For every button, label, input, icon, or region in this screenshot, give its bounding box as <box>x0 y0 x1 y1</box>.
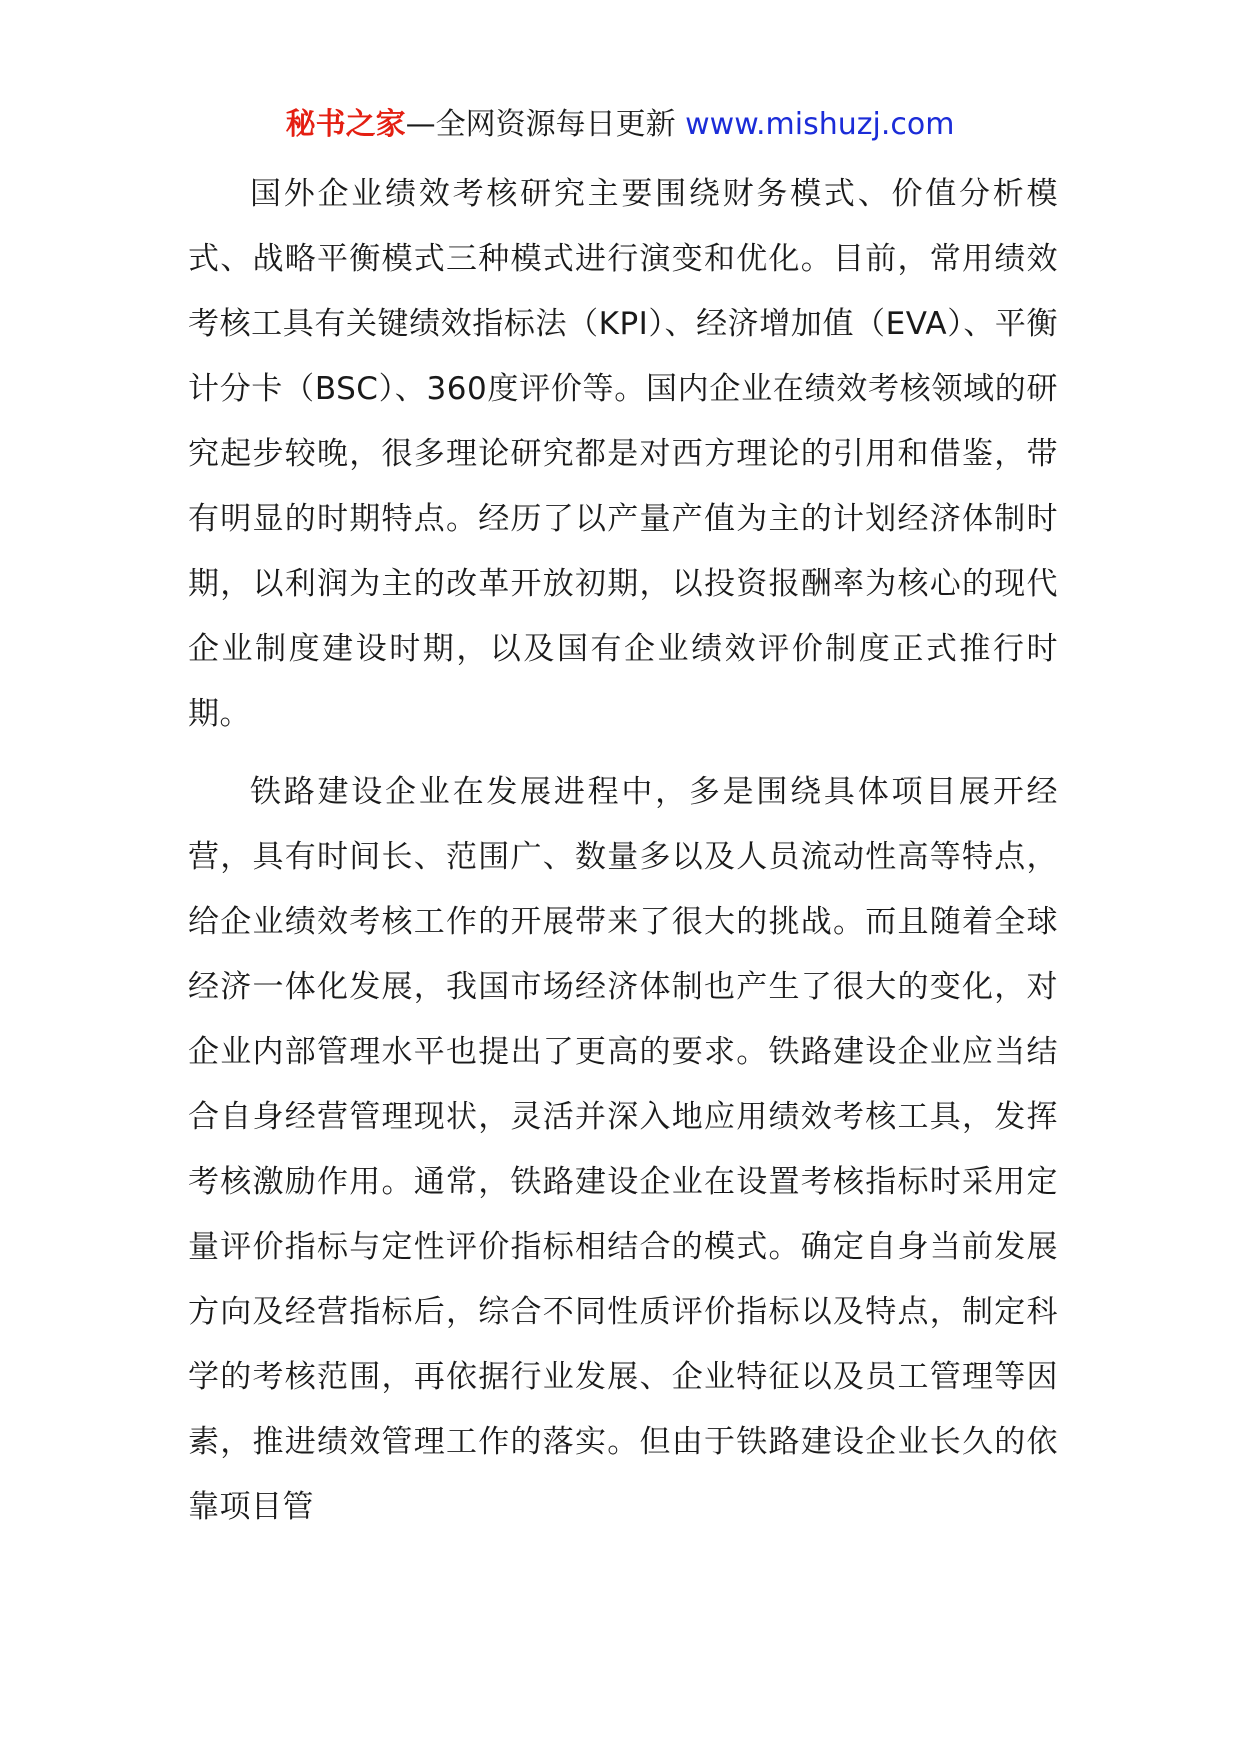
paragraph-1: 国外企业绩效考核研究主要围绕财务模式、价值分析模式、战略平衡模式三种模式进行演变和优化。目前，常用绩效考核工具有关键绩效指标法（KPI）、经济增加值（EVA）、平衡计分卡（BSC）、360度评价等。国内企业在绩效考核领域的研究起步较晚，很多理论研究都是对西方理论的引用和借鉴，带有明显的时期特点。经历了以产量产值为主的计划经济体制时期，以利润为主的改革开放初期，以投资报酬率为核心的现代企业制度建设时期，以及国有企业绩效评价制度正式推行时期。 <box>188 176 1058 732</box>
document-body <box>188 162 1058 1540</box>
website-link[interactable]: www.mishuzj.com <box>685 107 955 142</box>
header-tagline: —全网资源每日更新 <box>405 107 676 142</box>
paragraph-2: 铁路建设企业在发展进程中，多是围绕具体项目展开经营，具有时间长、范围广、数量多以及人员流动性高等特点，给企业绩效考核工作的开展带来了很大的挑战。而且随着全球经济一体化发展，我国市场经济体制也产生了很大的变化，对企业内部管理水平也提出了更高的要求。铁路建设企业应当结合自身经营管理现状，灵活并深入地应用绩效考核工具，发挥考核激励作用。通常，铁路建设企业在设置考核指标时采用定量评价指标与定性评价指标相结合的模式。确定自身当前发展方向及经营指标后，综合不同性质评价指标以及特点，制定科学的考核范围，再依据行业发展、企业特征以及员工管理等因素，推进绩效管理工作的落实。但由于铁路建设企业长久的依靠项目管 <box>188 774 1058 1525</box>
page-header <box>0 98 1240 152</box>
brand-name: 秘书之家 <box>285 107 406 142</box>
